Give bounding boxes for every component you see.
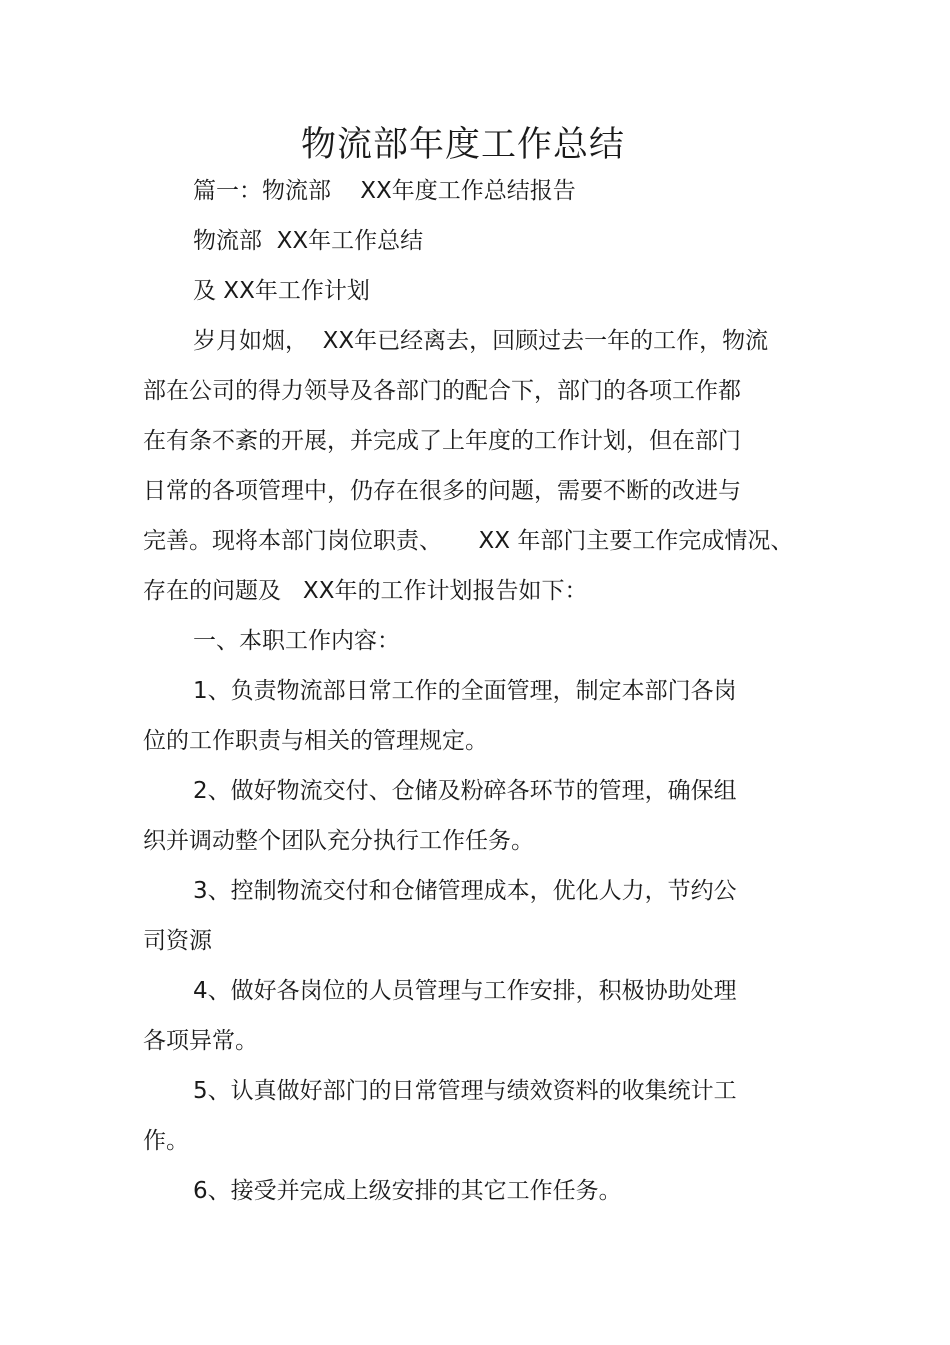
document-title: 物流部年度工作总结 [300,125,625,165]
list-item-line: 司资源 [143,928,212,954]
list-item-line: 1、负责物流部日常工作的全面管理，制定本部门各岗 [193,678,737,704]
section-heading-line: 篇一：物流部 XX年度工作总结报告 [193,178,576,204]
paragraph-line: 存在的问题及 XX年的工作计划报告如下： [143,578,588,604]
list-item-line: 位的工作职责与相关的管理规定。 [143,728,488,754]
list-item-line: 6、接受并完成上级安排的其它工作任务。 [193,1178,622,1204]
list-item-line: 5、认真做好部门的日常管理与绩效资料的收集统计工 [193,1078,737,1104]
paragraph-line: 日常的各项管理中，仍存在很多的问题，需要不断的改进与 [143,478,741,504]
list-item-line: 4、做好各岗位的人员管理与工作安排，积极协助处理 [193,978,737,1004]
subtitle-line: 及 XX年工作计划 [193,278,370,304]
list-item-line: 2、做好物流交付、仓储及粉碎各环节的管理，确保组 [193,778,737,804]
paragraph-line: 部在公司的得力领导及各部门的配合下，部门的各项工作都 [143,378,741,404]
list-item-line: 各项异常。 [143,1028,258,1054]
section-heading-line: 一、本职工作内容： [193,628,400,654]
list-item-line: 织并调动整个团队充分执行工作任务。 [143,828,534,854]
paragraph-line: 完善。现将本部门岗位职责、 XX 年部门主要工作完成情况、 [143,528,794,554]
paragraph-line: 在有条不紊的开展，并完成了上年度的工作计划，但在部门 [143,428,741,454]
list-item-line: 3、控制物流交付和仓储管理成本，优化人力，节约公 [193,878,737,904]
list-item-line: 作。 [143,1128,189,1154]
paragraph-line: 岁月如烟， XX年已经离去，回顾过去一年的工作，物流 [193,328,769,354]
subtitle-line: 物流部 XX年工作总结 [193,228,424,254]
